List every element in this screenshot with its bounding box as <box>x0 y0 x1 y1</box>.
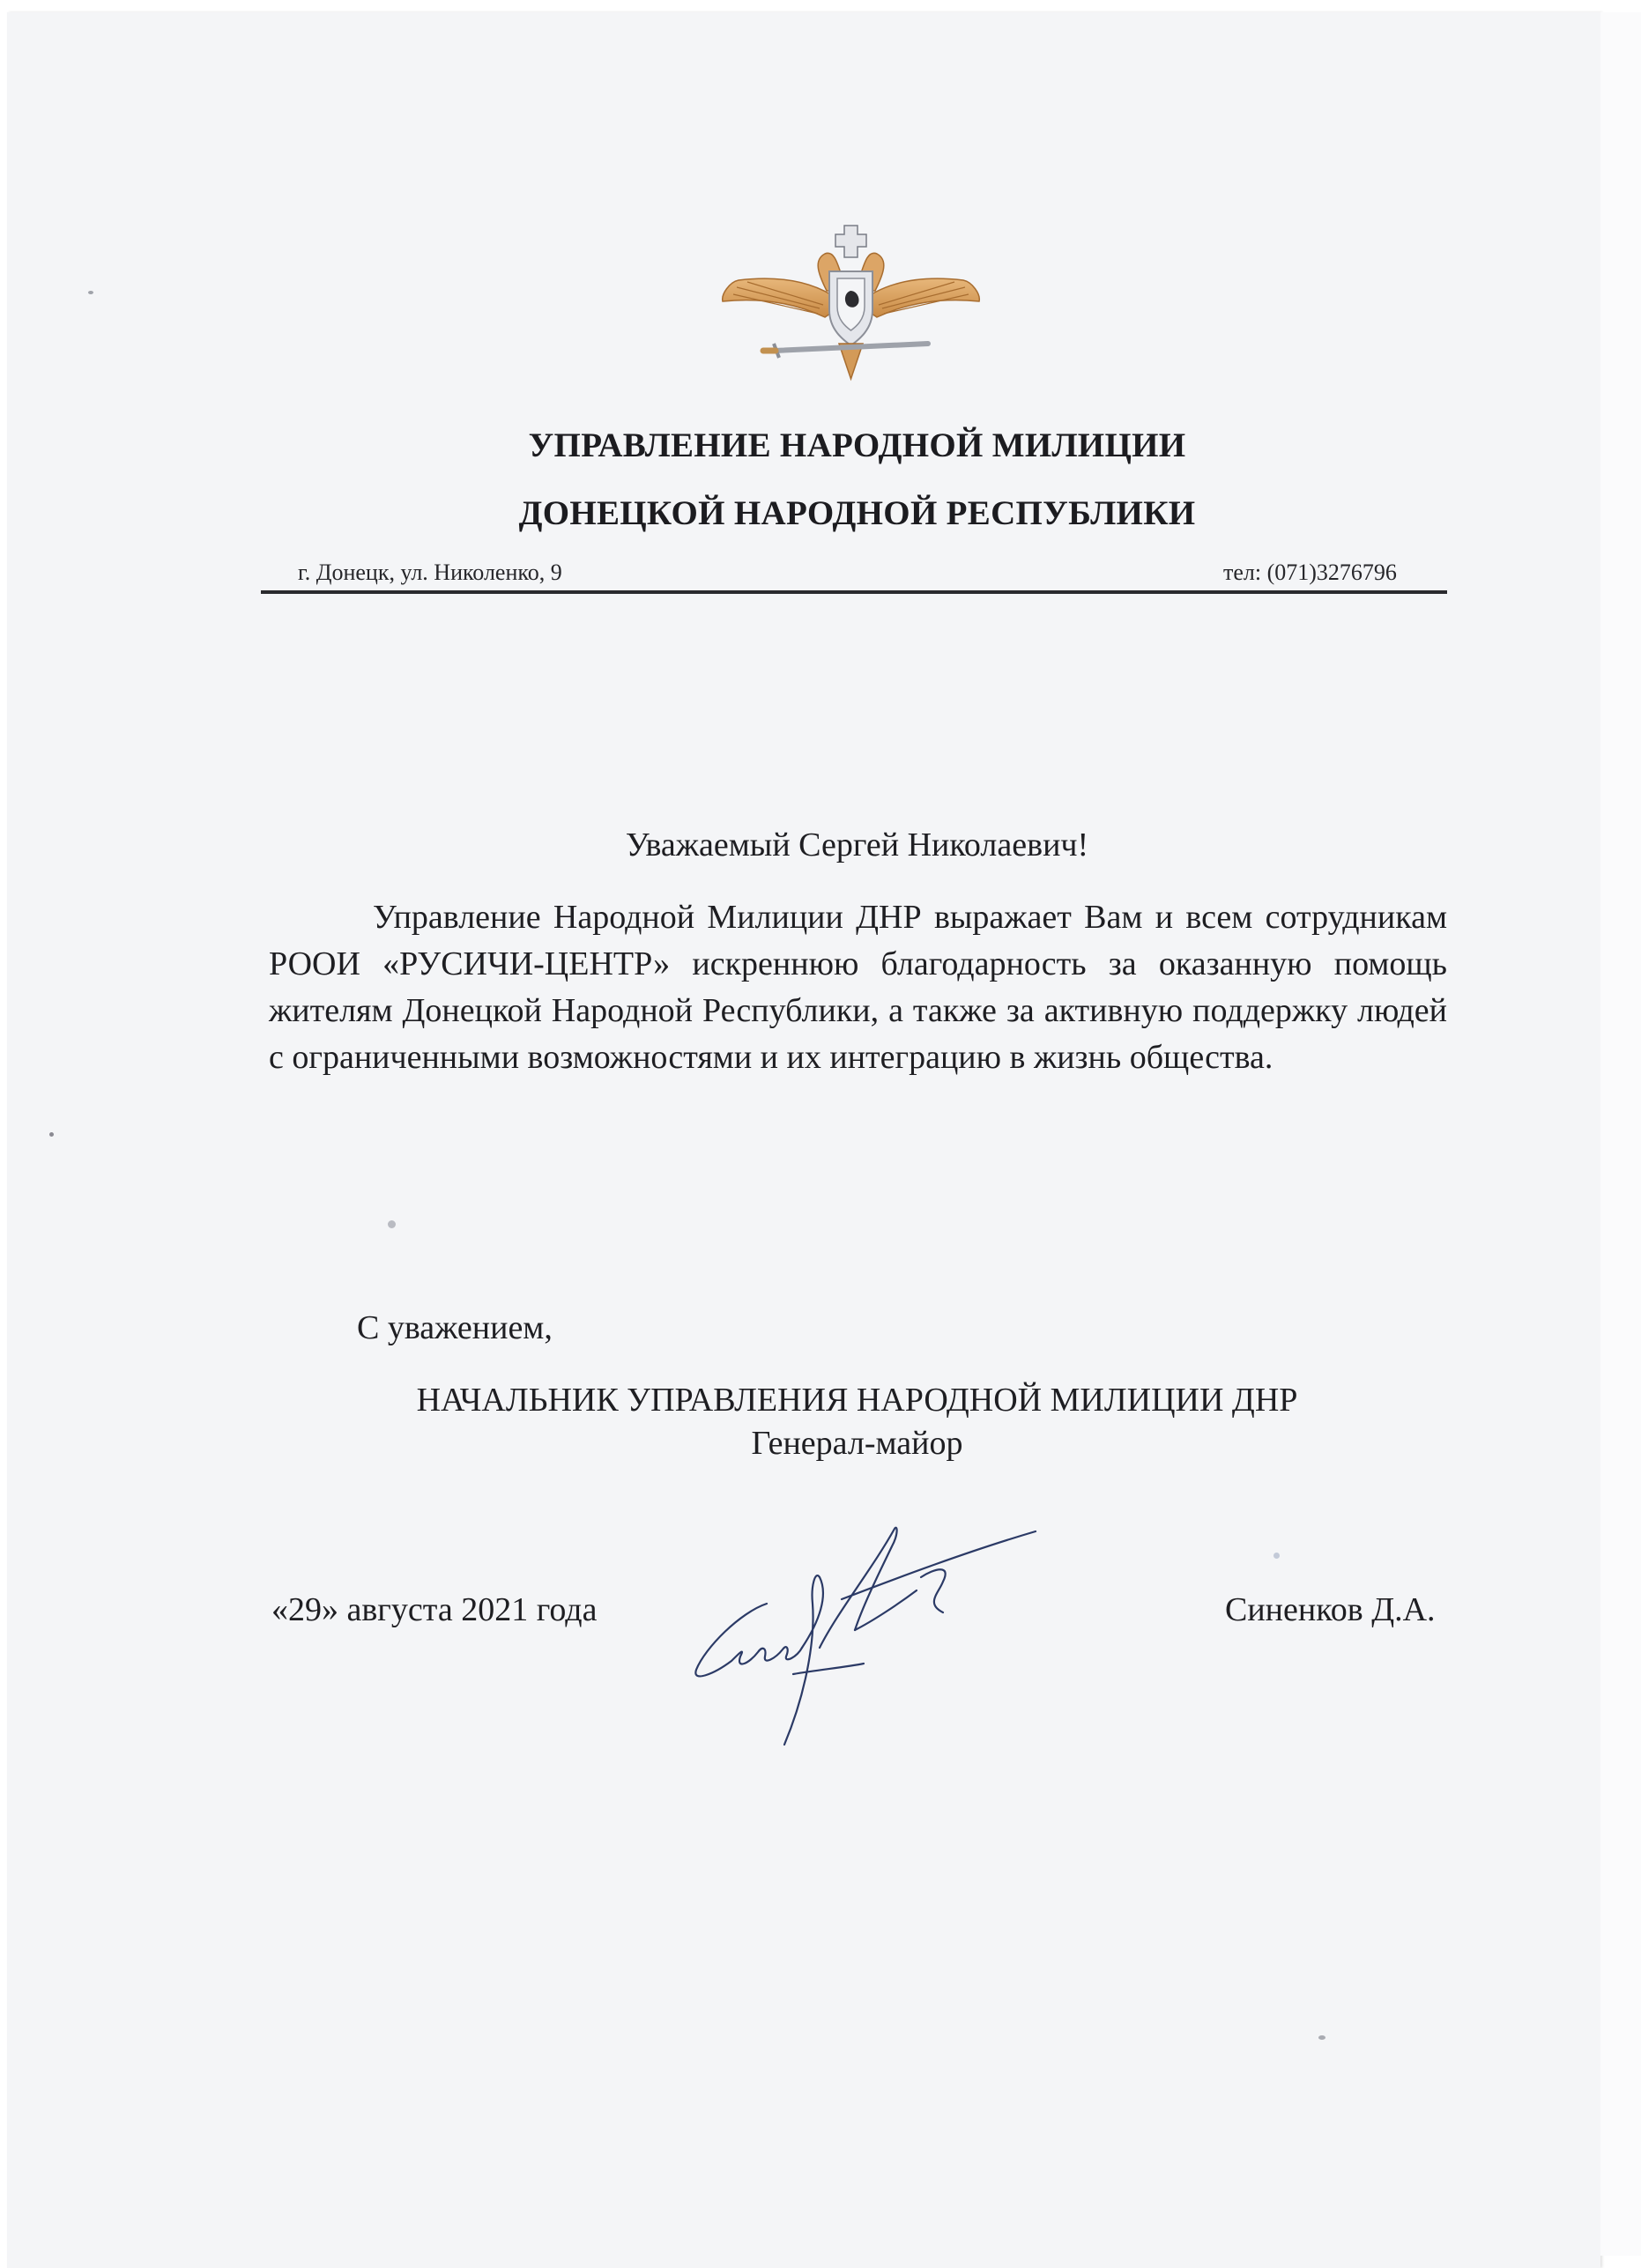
letter-date: «29» августа 2021 года <box>271 1591 598 1628</box>
scan-speck <box>1273 1553 1280 1559</box>
header-divider <box>261 590 1447 594</box>
scan-speck <box>49 1132 54 1137</box>
organization-name-line-2: ДОНЕЦКОЙ НАРОДНОЙ РЕСПУБЛИКИ <box>518 494 1196 532</box>
scan-speck <box>1318 2035 1325 2040</box>
organization-name-line-1: УПРАВЛЕНИЕ НАРОДНОЙ МИЛИЦИИ <box>528 426 1186 464</box>
address: г. Донецк, ул. Николенко, 9 <box>298 560 562 585</box>
phone-number: тел: (071)3276796 <box>1223 560 1397 585</box>
salutation: Уважаемый Сергей Николаевич! <box>625 826 1089 863</box>
signer-name: Синенков Д.А. <box>1225 1591 1436 1628</box>
closing: С уважением, <box>357 1309 553 1346</box>
signer-position: НАЧАЛЬНИК УПРАВЛЕНИЯ НАРОДНОЙ МИЛИЦИИ ДНР <box>416 1382 1298 1419</box>
eagle-emblem-icon <box>721 220 981 388</box>
scan-speck <box>88 291 93 294</box>
scan-speck <box>388 1220 396 1228</box>
signer-rank: Генерал-майор <box>751 1425 963 1462</box>
page-margin <box>1600 12 1641 2256</box>
handwritten-signature <box>687 1516 1058 1762</box>
letter-body: Управление Народной Милиции ДНР выражает Вам и всем сотрудникам РООИ «РУСИЧИ-ЦЕНТР» искреннюю благодарность за оказанную помощь жителям Донецкой Народной Республики, а также за активную поддержку людей с ограниченными возможностями и их интеграцию в жизнь общества. <box>269 899 1447 1076</box>
